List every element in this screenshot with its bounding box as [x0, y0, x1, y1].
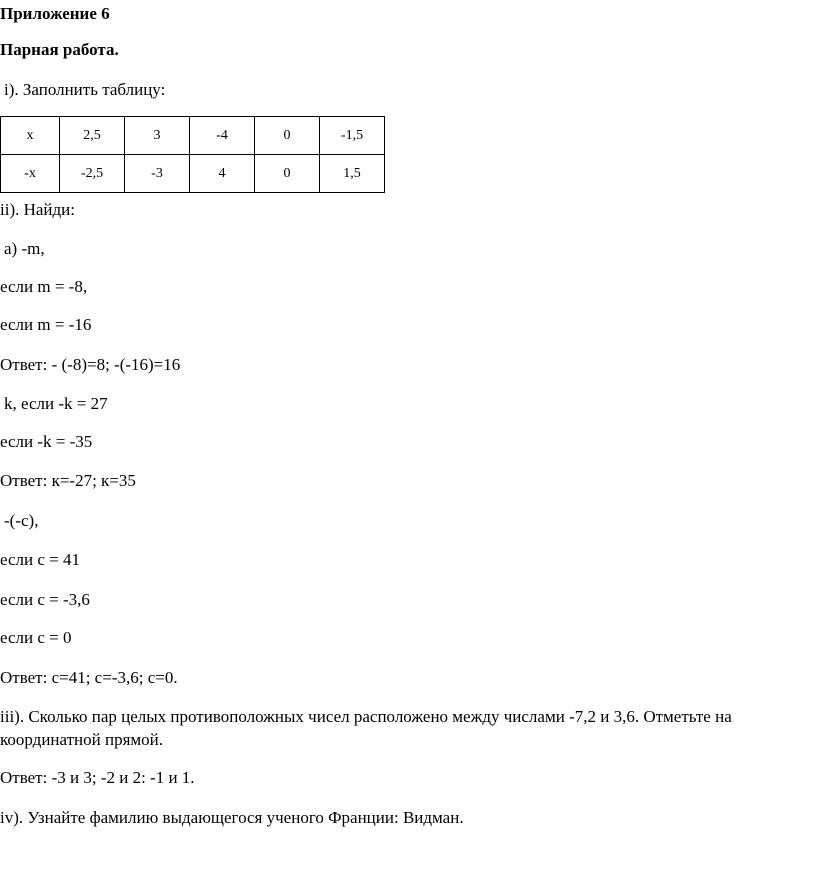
- task2-answer-c: Ответ: c=41; c=-3,6; c=0.: [0, 668, 178, 687]
- task2-c1: если c = 41: [0, 550, 80, 569]
- table-cell: 0: [255, 155, 320, 193]
- table-cell: x: [1, 117, 60, 155]
- task3-answer: Ответ: -3 и 3; -2 и 2: -1 и 1.: [0, 768, 195, 787]
- task2-answer-k: Ответ: к=-27; к=35: [0, 471, 136, 490]
- task2-m2: если m = -16: [0, 315, 92, 334]
- task4-text: iv). Узнайте фамилию выдающегося ученого Франции: Видман.: [0, 808, 464, 827]
- work-title: Парная работа.: [0, 40, 119, 59]
- table-row: [1, 155, 385, 193]
- values-table: [0, 116, 385, 193]
- table-cell: -3: [125, 155, 190, 193]
- task2-a-label: а) -m,: [4, 239, 45, 258]
- task2-c3: если c = 0: [0, 628, 72, 647]
- task2-c-label: -(-c),: [4, 511, 39, 530]
- table-cell: -2,5: [60, 155, 125, 193]
- task2-k2: если -k = -35: [0, 432, 93, 451]
- table-cell: 4: [190, 155, 255, 193]
- table-cell: -1,5: [320, 117, 385, 155]
- table-cell: 0: [255, 117, 320, 155]
- table-cell: 1,5: [320, 155, 385, 193]
- task2-heading: ii). Найди:: [0, 200, 75, 219]
- appendix-title: Приложение 6: [0, 4, 110, 23]
- table-cell: -4: [190, 117, 255, 155]
- task2-answer-m: Ответ: - (-8)=8; -(-16)=16: [0, 355, 181, 374]
- table-cell: 2,5: [60, 117, 125, 155]
- task2-k1: k, если -k = 27: [4, 394, 108, 413]
- table-cell: -x: [1, 155, 60, 193]
- table-row: [1, 117, 385, 155]
- task2-c2: если c = -3,6: [0, 590, 90, 609]
- table-cell: 3: [125, 117, 190, 155]
- task3-text: iii). Сколько пар целых противоположных чисел расположено между числами -7,2 и 3,6. Отметьте на координатной прямой.: [0, 707, 732, 749]
- task1-heading: i). Заполнить таблицу:: [4, 80, 166, 99]
- task2-m1: если m = -8,: [0, 277, 88, 296]
